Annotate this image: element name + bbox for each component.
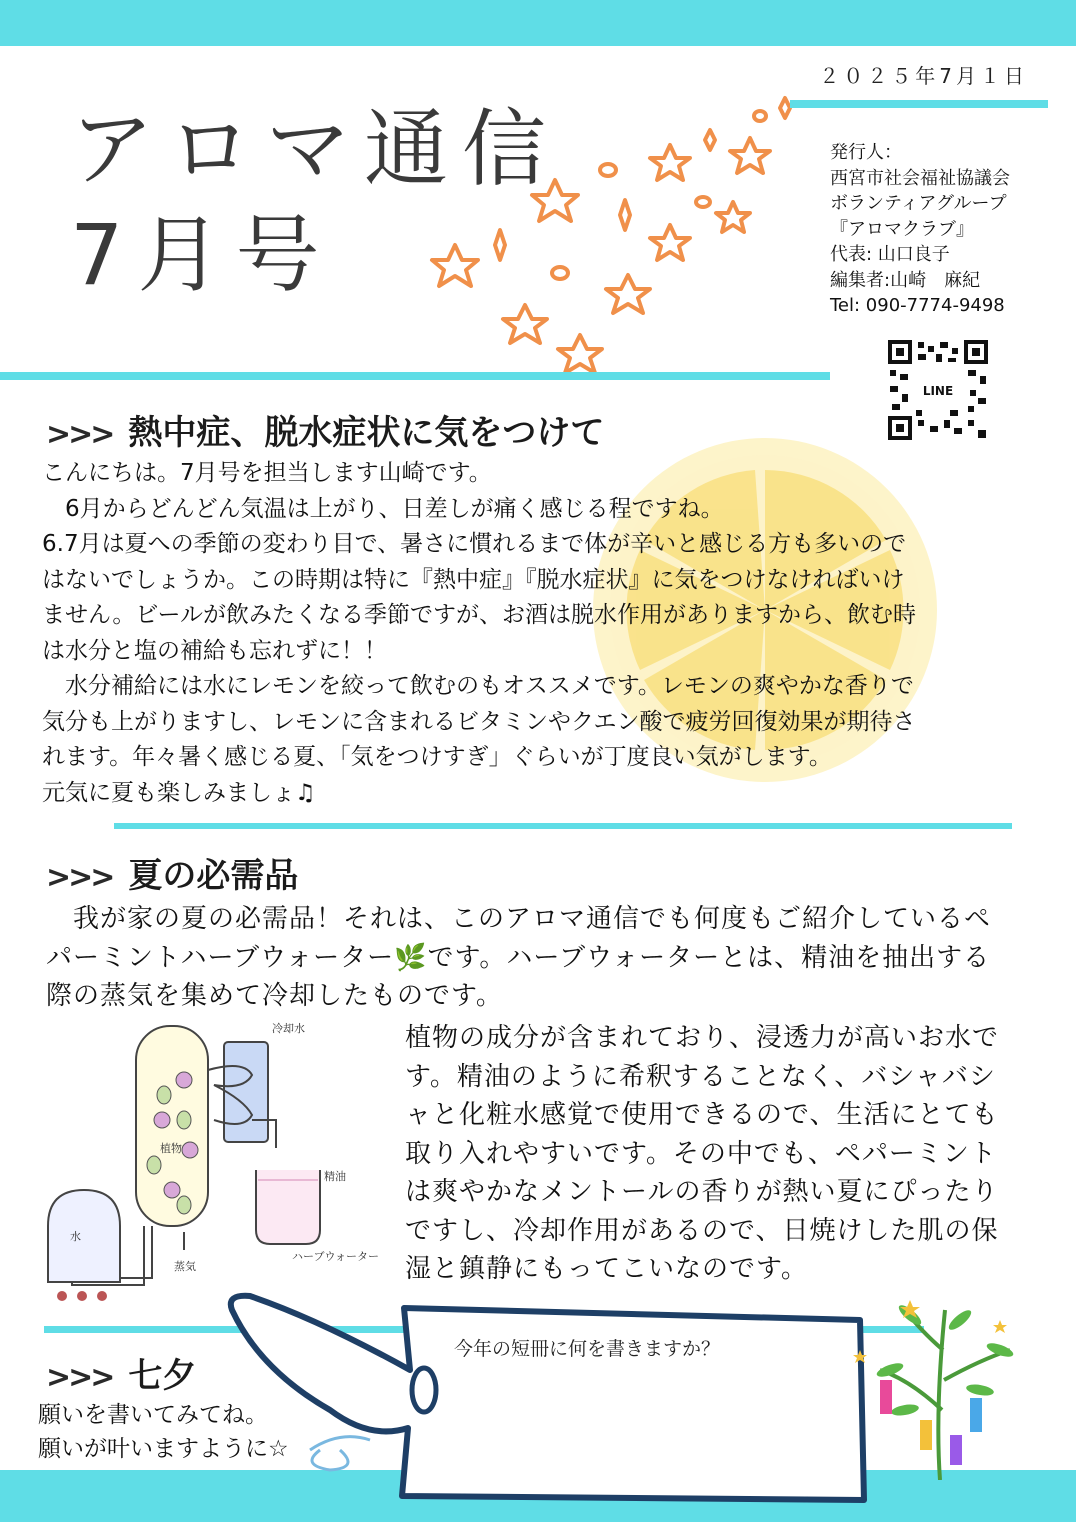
tanzaku-card <box>220 1290 880 1522</box>
svg-text:蒸気: 蒸気 <box>174 1260 196 1273</box>
section-summer-body: 植物の成分が含まれており、浸透力が高いお水で す。精油のように希釈することなく、バシャバシ ャと化粧水感覚で使用できるので、生活にとても 取り入れやすいです。その中でも、ペパーミント は爽やかなメントールの香りが熱い夏にぴったり ですし、冷却作用があるので、日焼けした肌の保 湿と鎮静にもってこいなのです。 <box>405 1023 1000 1284</box>
sparkle-icon <box>495 230 505 260</box>
section-summer-essentials-heading: >>> 夏の必需品 <box>46 856 299 896</box>
issue-number: 7月号 <box>70 206 334 304</box>
header-divider <box>0 372 830 380</box>
top-banner <box>0 0 1076 46</box>
section-heatstroke-body: こんにちは。7月号を担当します山崎です。 6月からどんどん気温は上がり、日差しが痛く感じる程ですね。 6.7月は夏への季節の変わり目で、暑さに慣れるまで体が辛いと感じる方も多いので はないでしょうか。この時期は特に『熱中症』『脱水症状』に気をつけなければいけ ません。ビールが飲みたくなる季節ですが、お酒は脱水作用がありますから、飲む時 は水分と塩の補給も忘れずに！！ 水分補給には水にレモンを絞って飲むのもオススメです。レモンの爽やかな香りで 気分も上がりますし、レモンに含まれるビタミンやクエン酸で疲労回復効果が期待さ れます。年々暑く感じる夏、「気をつけすぎ」ぐらいが丁度良い気がします。 元気に夏も楽しみましょ♫ <box>42 460 916 806</box>
section-divider <box>114 823 1012 829</box>
star-icon <box>730 138 770 173</box>
sparkle-icon <box>705 130 715 150</box>
svg-text:水: 水 <box>70 1230 81 1243</box>
svg-text:植物: 植物 <box>160 1142 182 1155</box>
star-icon <box>650 225 690 260</box>
section-tanabata-body: 願いを書いてみてね。 願いが叶いますように☆ <box>38 1402 289 1462</box>
publisher-info: 発行人： 西宮市社会福祉協議会 ボランティアグループ 『アロマクラブ』 代表: 山口良子 編集者:山崎 麻紀 Tel: 090-7774-9498 <box>830 142 1010 316</box>
tanzaku-prompt: 今年の短冊に何を書きますか？ <box>454 1338 721 1360</box>
bamboo-decoration-icon <box>850 1290 1030 1480</box>
svg-text:精油: 精油 <box>324 1170 346 1183</box>
svg-text:ハーブウォーター: ハーブウォーター <box>292 1250 380 1263</box>
star-icon <box>558 335 602 373</box>
header-accent-line <box>790 100 1048 108</box>
star-icon <box>650 145 690 180</box>
svg-text:冷却水: 冷却水 <box>272 1022 305 1035</box>
section-heatstroke-heading: >>> 熱中症、脱水症状に気をつけて <box>46 413 605 453</box>
section-tanabata-heading: >>> 七夕 <box>46 1356 197 1396</box>
sparkle-icon <box>780 98 790 118</box>
section-summer-intro: 我が家の夏の必需品！それは、このアロマ通信でも何度もご紹介しているペ パーミントハーブウォーター🌿です。ハーブウォーターとは、精油を抽出する 際の蒸気を集めて冷却したものです。 <box>46 904 992 1011</box>
chevron-right-icon: >>> <box>46 417 113 452</box>
newsletter-title: アロマ通信 <box>70 100 561 198</box>
sparkle-icon <box>620 200 630 230</box>
distillation-diagram <box>44 1020 384 1310</box>
svg-text:LINE: LINE <box>922 384 954 398</box>
chevron-right-icon: >>> <box>46 860 113 895</box>
star-decoration <box>420 80 820 380</box>
star-icon <box>716 202 750 232</box>
star-icon <box>432 245 478 286</box>
chevron-right-icon: >>> <box>46 1360 113 1395</box>
star-icon <box>606 275 650 313</box>
star-icon <box>532 180 578 221</box>
line-qr-code[interactable] <box>888 340 988 440</box>
star-icon <box>503 305 547 343</box>
issue-date: ２０２５年7月１日 <box>819 64 1028 88</box>
